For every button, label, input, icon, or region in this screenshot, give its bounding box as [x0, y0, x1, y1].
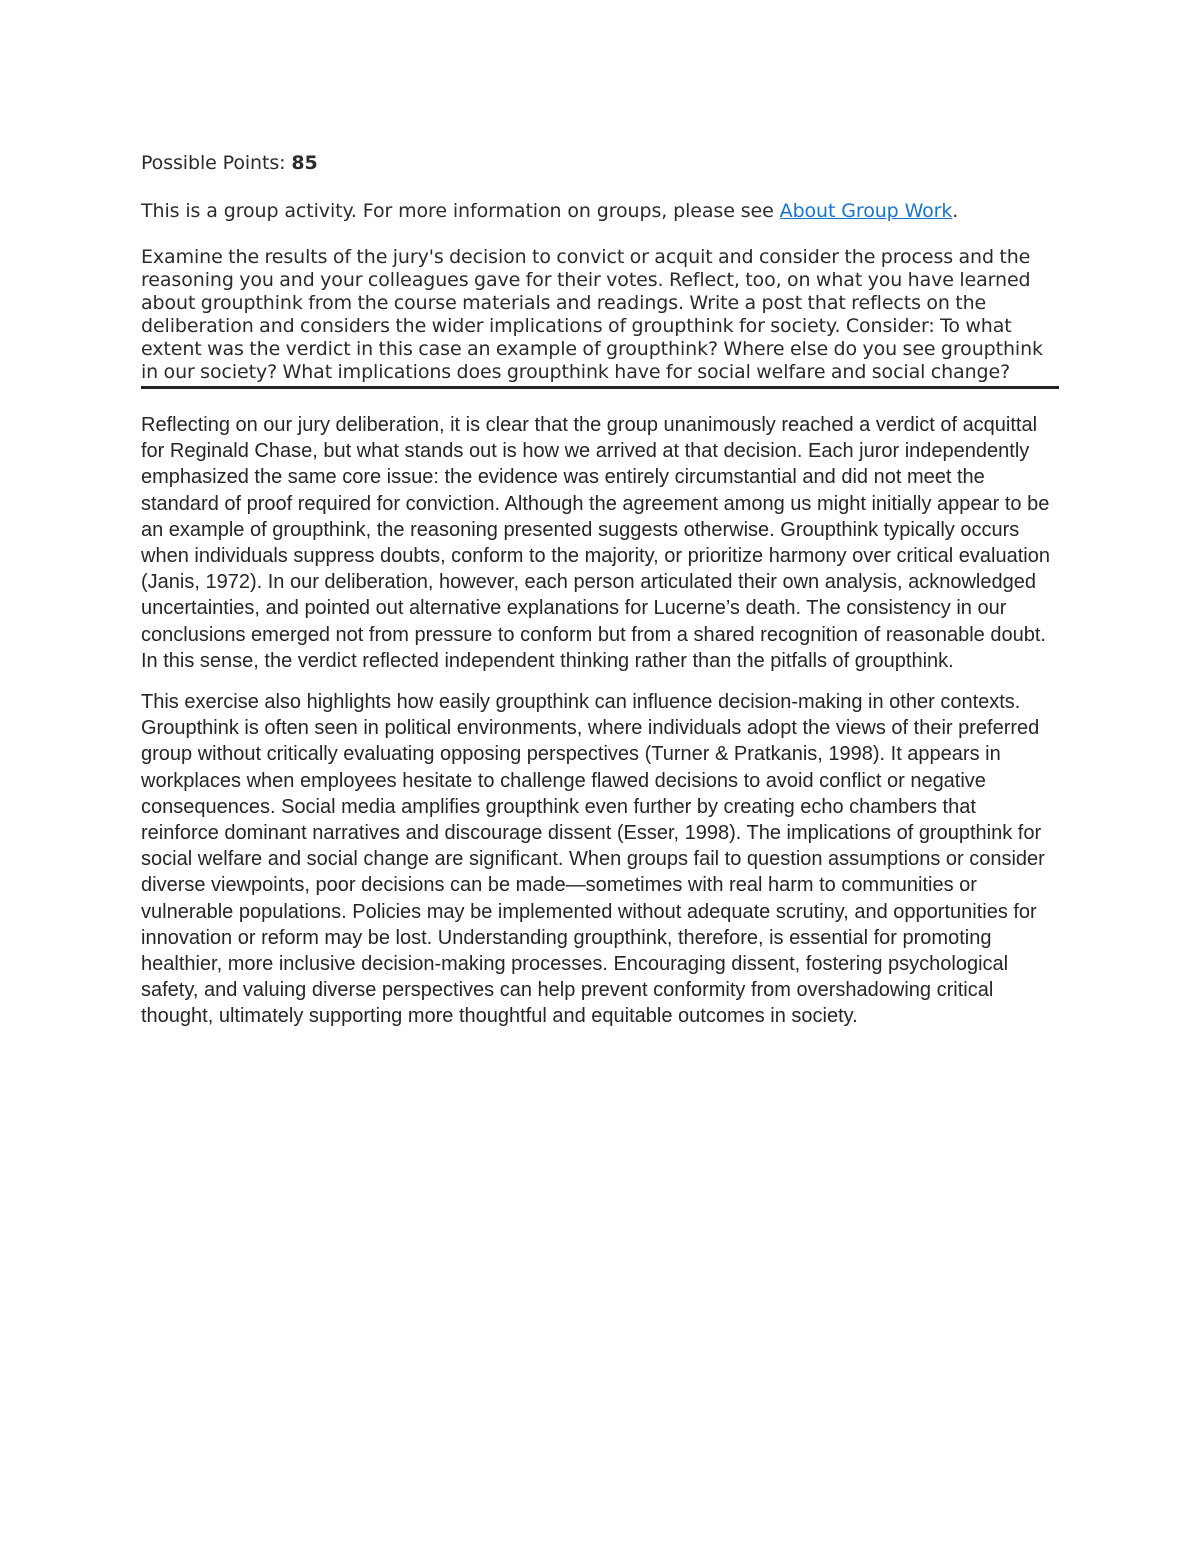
group-activity-note — [141, 198, 1059, 224]
points-label: Possible Points: — [141, 152, 286, 174]
document-page — [141, 150, 1059, 1030]
group-note-period: . — [952, 200, 959, 222]
divider-rule — [141, 386, 1059, 389]
response-paragraph-1: Reflecting on our jury deliberation, it is clear that the group unanimously reached a verdict of acquittal for Reginald Chase, but what stands out is how we arrived at that decision. Each juror independently emphasized the same core issue: the evidence was entirely circumstantial and did not meet the standard of proof required for conviction. Although the agreement among us might initially appear to be an example of groupthink, the reasoning presented suggests otherwise. Groupthink typically occurs when individuals suppress doubts, conform to the majority, or prioritize harmony over critical evaluation (Janis, 1972). In our deliberation, however, each person articulated their own analysis, acknowledged uncertainties, and pointed out alternative explanations for Lucerne’s death. The consistency in our conclusions emerged not from pressure to conform but from a shared recognition of reasonable doubt. In this sense, the verdict reflected independent thinking rather than the pitfalls of groupthink. — [141, 414, 1050, 672]
assignment-prompt: Examine the results of the jury's decision to convict or acquit and consider the process and the reasoning you and your colleagues gave for their votes. Reflect, too, on what you have learned about groupthink from the course materials and readings. Write a post that reflects on the deliberation and considers the wider implications of groupthink for society. Consider: To what extent was the verdict in this case an example of groupthink? Where else do you see groupthink in our society? What implications does groupthink have for social welfare and social change? — [141, 246, 1043, 383]
group-note-text: This is a group activity. For more information on groups, please see — [141, 200, 774, 222]
about-group-work-link[interactable]: About Group Work — [779, 200, 953, 222]
possible-points — [141, 150, 1059, 176]
points-value: 85 — [291, 152, 318, 174]
response-paragraph-2: This exercise also highlights how easily groupthink can influence decision-making in other contexts. Groupthink is often seen in political environments, where individuals adopt the views of their preferred group without critically evaluating opposing perspectives (Turner & Pratkanis, 1998). It appears in workplaces when employees hesitate to challenge flawed decisions to avoid conflict or negative consequences. Social media amplifies groupthink even further by creating echo chambers that reinforce dominant narratives and discourage dissent (Esser, 1998). The implications of groupthink for social welfare and social change are significant. When groups fail to question assumptions or consider diverse viewpoints, poor decisions can be made—sometimes with real harm to communities or vulnerable populations. Policies may be implemented without adequate scrutiny, and opportunities for innovation or reform may be lost. Understanding groupthink, therefore, is essential for promoting healthier, more inclusive decision-making processes. Encouraging dissent, fostering psychological safety, and valuing diverse perspectives can help prevent conformity from overshadowing critical thought, ultimately supporting more thoughtful and equitable outcomes in society. — [141, 691, 1045, 1028]
